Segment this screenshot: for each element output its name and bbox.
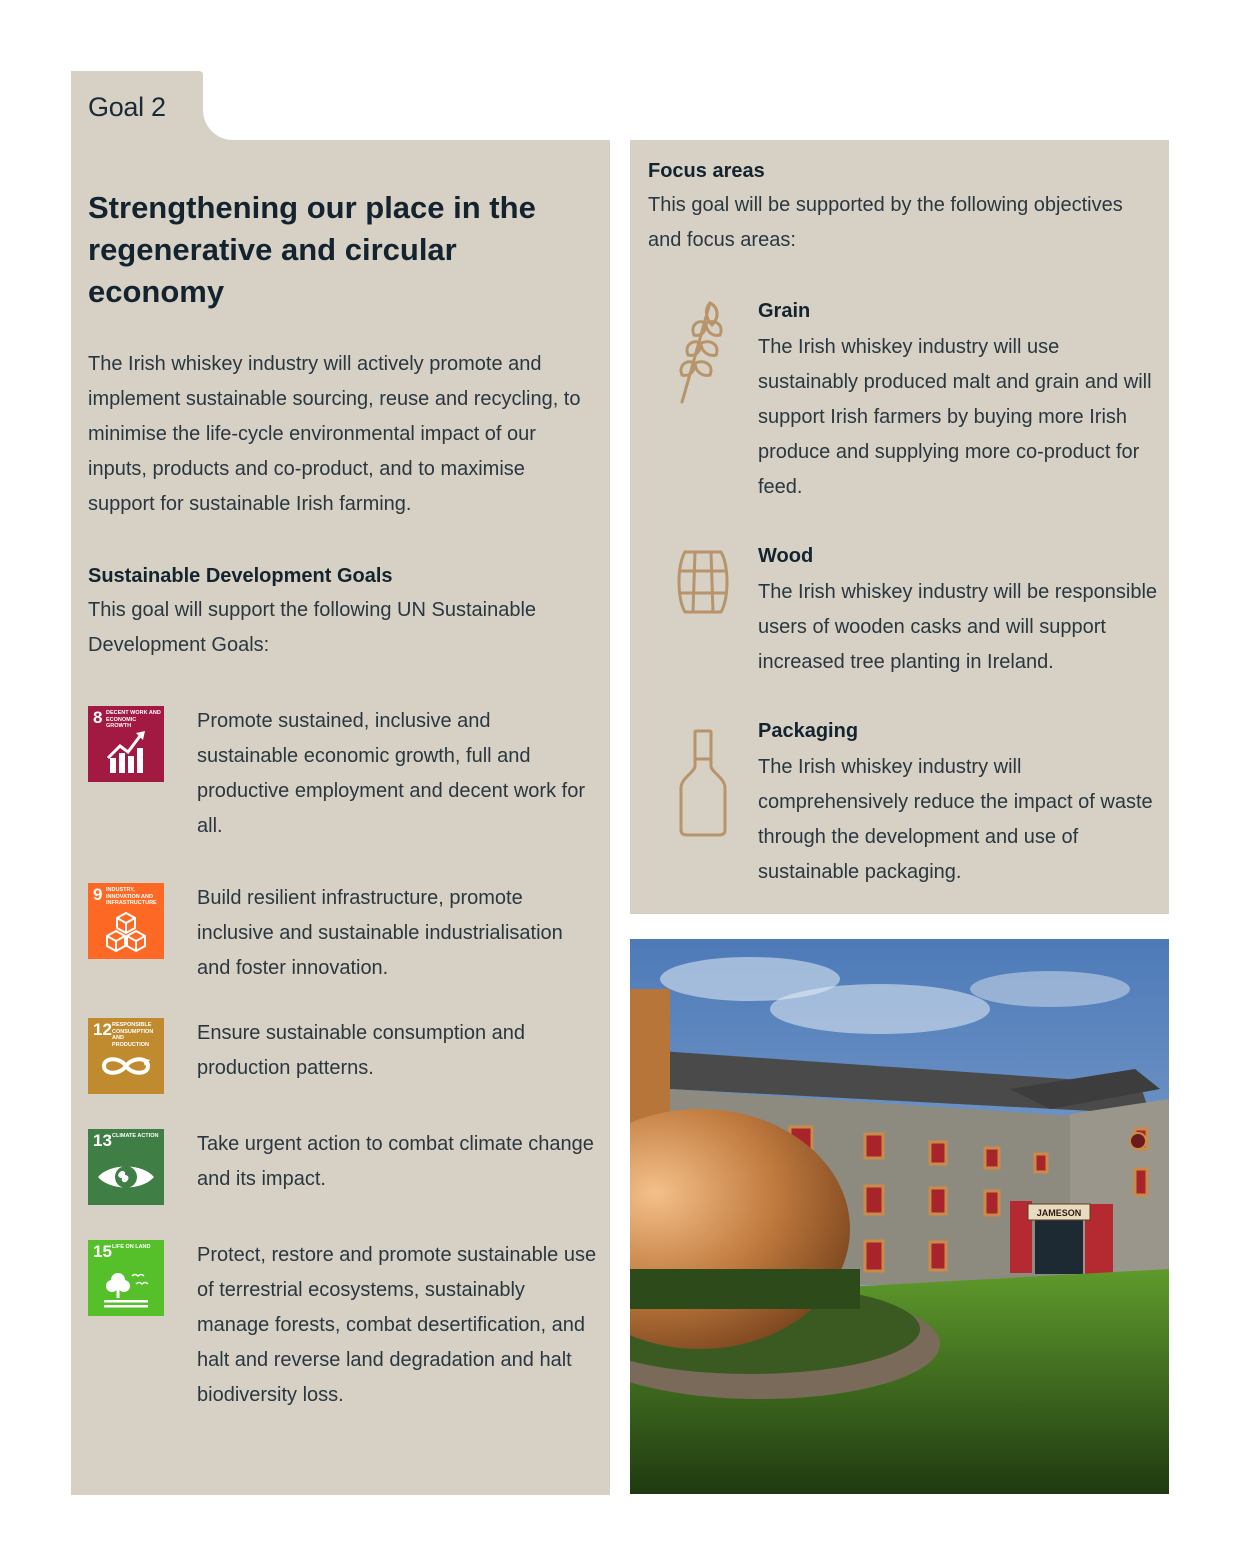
tree-birds-icon — [88, 1240, 164, 1316]
distillery-photo — [630, 939, 1169, 1494]
jameson-sign: JAMESON — [1036, 1208, 1082, 1218]
growth-chart-icon — [88, 706, 164, 782]
distillery-photo-illustration — [630, 939, 1169, 1494]
sdg-text-12: Ensure sustainable consumption and production patterns. — [197, 1022, 525, 1079]
sdg-section-subtitle: This goal will support the following UN Sustainable Development Goals: — [88, 599, 537, 656]
sdg-badge-title: INDUSTRY, INNOVATION AND INFRASTRUCTURE — [106, 887, 157, 906]
sdg-badge-9 — [88, 883, 164, 959]
sdg-text-13: Take urgent action to combat climate change and its impact. — [197, 1133, 594, 1190]
page-heading: Strengthening our place in the regenerative and circular economy — [88, 190, 536, 309]
sdg-badge-title: LIFE ON LAND — [112, 1244, 151, 1250]
sdg-badge-13 — [88, 1129, 164, 1205]
goal-label: Goal 2 — [88, 92, 166, 122]
infinity-loop-icon — [88, 1018, 164, 1094]
sdg-text-15: Protect, restore and promote sustainable use of terrestrial ecosystems, sustainably manage forests, combat desertification, and halt and reverse land degradation and halt biodiversity loss. — [197, 1244, 597, 1406]
goal-tab-corner — [203, 110, 233, 140]
focus-item-text: The Irish whiskey industry will be responsible users of wooden casks and will support increased tree planting in Ireland. — [758, 581, 1158, 673]
focus-item-packaging — [758, 719, 1158, 890]
focus-item-title: Wood — [758, 545, 814, 567]
sdg-badge-number: 15 — [93, 1242, 112, 1261]
sdg-badge-number: 9 — [93, 885, 103, 904]
intro-paragraph: The Irish whiskey industry will actively promote and implement sustainable sourcing, reuse and recycling, to minimise the life-cycle environmental impact of our inputs, products and co-product, and to maximise support for sustainable Irish farming. — [88, 353, 581, 515]
wheat-icon — [668, 295, 734, 407]
sdg-badge-number: 12 — [93, 1020, 112, 1039]
sdg-section-title: Sustainable Development Goals — [88, 565, 393, 587]
barrel-icon — [675, 549, 731, 615]
focus-item-grain — [758, 299, 1158, 505]
stacked-cubes-icon — [88, 883, 164, 959]
bottle-icon — [678, 728, 728, 838]
focus-item-text: The Irish whiskey industry will use sustainably produced malt and grain and will support Irish farmers by buying more Irish produce and supplying more co-product for feed. — [758, 336, 1152, 498]
focus-item-title: Packaging — [758, 720, 859, 742]
sdg-badge-8 — [88, 706, 164, 782]
globe-eye-icon — [88, 1129, 164, 1205]
sdg-badge-15 — [88, 1240, 164, 1316]
focus-item-text: The Irish whiskey industry will comprehensively reduce the impact of waste through the development and use of sustainable packaging. — [758, 756, 1153, 883]
sdg-badge-number: 13 — [93, 1131, 112, 1150]
sdg-text-9: Build resilient infrastructure, promote inclusive and sustainable industrialisation and foster innovation. — [197, 887, 563, 979]
sdg-badge-title: DECENT WORK AND ECONOMIC GROWTH — [106, 710, 161, 729]
sdg-text-8: Promote sustained, inclusive and sustainable economic growth, full and productive employment and decent work for all. — [197, 710, 585, 837]
focus-item-title: Grain — [758, 300, 811, 322]
focus-section-title: Focus areas — [648, 160, 765, 182]
sdg-badge-title: CLIMATE ACTION — [112, 1133, 159, 1139]
sdg-badge-number: 8 — [93, 708, 103, 727]
focus-item-wood — [758, 544, 1158, 680]
sdg-badge-title: RESPONSIBLE CONSUMPTION AND PRODUCTION — [112, 1022, 154, 1048]
sdg-badge-12 — [88, 1018, 164, 1094]
focus-section-subtitle: This goal will be supported by the following objectives and focus areas: — [648, 194, 1123, 251]
